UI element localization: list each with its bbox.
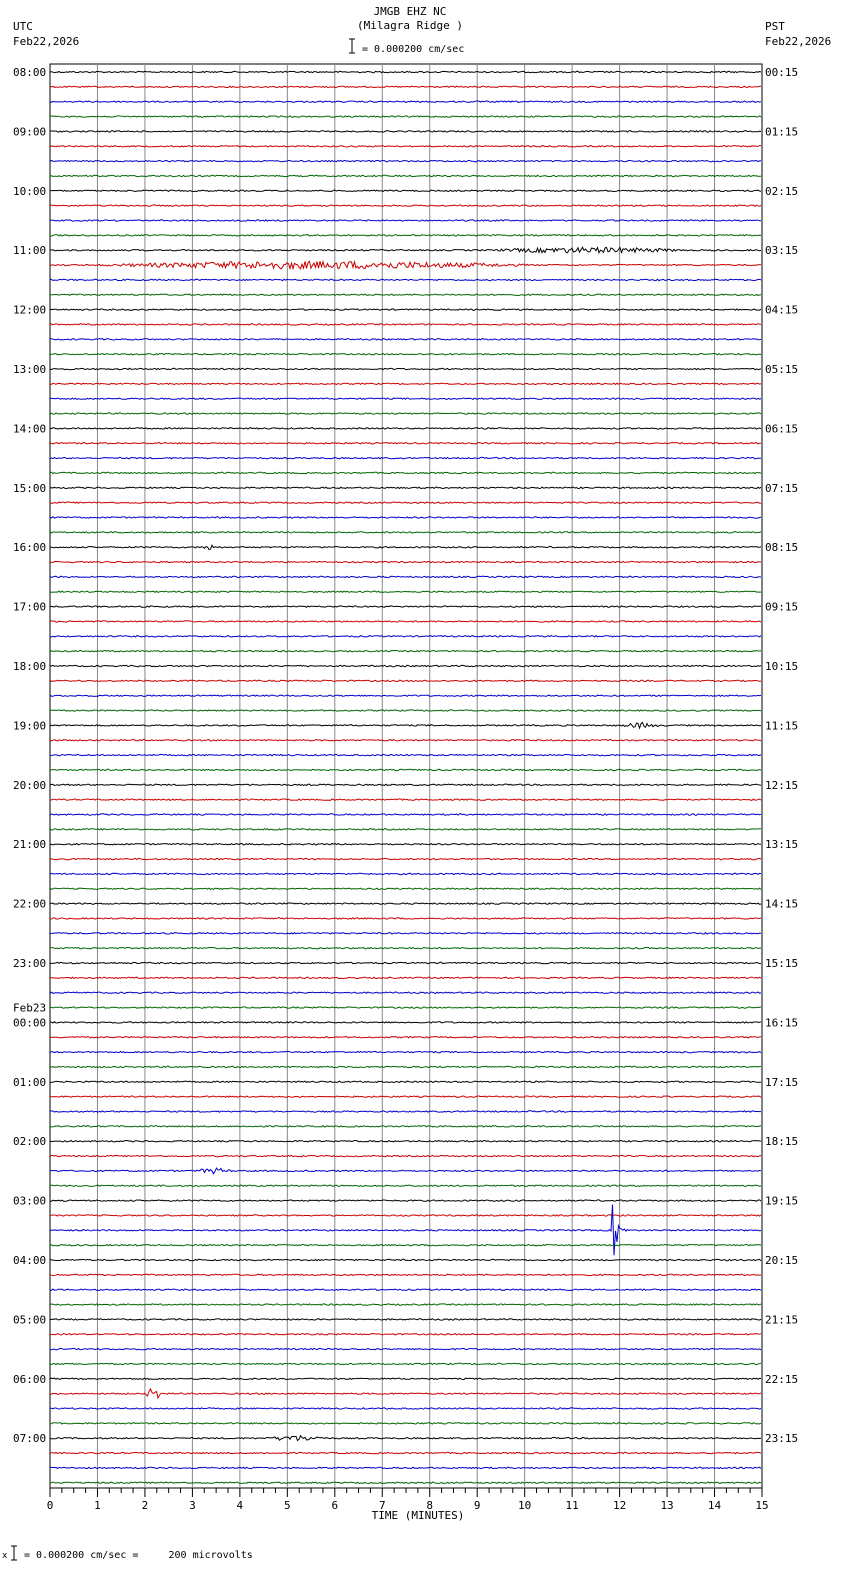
seismic-trace [50,962,761,963]
left-timezone: UTC [13,20,33,33]
seismic-trace [50,294,761,295]
seismic-trace [50,247,761,253]
pst-hour-label: 13:15 [765,838,799,852]
seismic-trace [50,383,761,384]
seismic-trace [50,1274,761,1275]
seismic-trace [50,1037,761,1038]
utc-hour-label: 06:00 [13,1372,47,1386]
seismic-traces [50,71,761,1483]
utc-date-change-label: Feb23 [13,1001,47,1015]
seismic-trace [50,1168,761,1174]
seismic-trace [50,502,761,503]
seismic-trace [50,1363,761,1364]
seismic-trace [50,324,761,325]
seismic-trace [50,146,761,147]
seismic-trace [50,695,761,696]
seismic-trace [50,948,761,949]
seismic-trace [50,1334,761,1335]
seismic-trace [50,1408,761,1409]
utc-hour-label: 19:00 [13,719,47,733]
x-tick-label: 0 [46,1499,54,1512]
seismic-trace [50,205,761,206]
pst-hour-label: 17:15 [765,1075,799,1089]
seismic-trace [50,844,761,845]
seismic-trace [50,1348,761,1349]
utc-hour-label: 01:00 [13,1075,47,1089]
seismic-trace [50,1215,761,1216]
x-tick-label: 15 [755,1499,769,1512]
seismic-trace [50,888,761,889]
seismic-trace [50,1051,761,1052]
seismic-trace [50,443,761,444]
seismic-trace [50,261,761,269]
pst-hour-label: 09:15 [765,600,799,614]
utc-hour-label: 07:00 [13,1432,47,1446]
seismic-trace [50,472,761,473]
x-tick-label: 12 [612,1499,627,1512]
pst-hour-label: 23:15 [765,1432,799,1446]
utc-hour-label: 03:00 [13,1194,47,1208]
seismic-trace [50,457,761,458]
seismic-trace [50,368,761,369]
pst-hour-label: 10:15 [765,660,799,673]
utc-hour-label: 08:00 [13,66,47,79]
seismic-trace [50,784,761,785]
seismic-trace [50,1126,761,1127]
seismic-trace [50,428,761,429]
utc-hour-label: 16:00 [13,541,47,555]
x-tick-label: 13 [660,1499,674,1512]
footer-prefix: x [2,1551,8,1561]
scale-text: = 0.000200 cm/sec [362,44,465,55]
x-tick-label: 11 [565,1499,579,1512]
seismic-trace [50,175,761,176]
x-axis-label: TIME (MINUTES) [371,1509,465,1522]
x-tick-label: 2 [141,1499,149,1512]
seismic-trace [50,591,761,592]
seismic-trace [50,1289,761,1290]
seismic-trace [50,487,761,488]
seismic-trace [50,1205,761,1256]
seismic-trace [50,814,761,815]
pst-hour-label: 22:15 [765,1372,799,1386]
seismic-trace [50,651,761,652]
seismic-trace [50,740,761,741]
seismic-trace [50,1007,761,1008]
x-tick-label: 7 [378,1499,386,1512]
pst-hour-label: 19:15 [765,1194,799,1208]
utc-hour-label: 10:00 [13,184,47,198]
seismic-trace [50,1304,761,1305]
utc-hour-label: 21:00 [13,838,47,852]
seismic-trace [50,1081,761,1082]
seismic-trace [50,710,761,711]
seismic-trace [50,1482,761,1483]
x-tick-label: 8 [426,1499,434,1512]
utc-hour-label: 17:00 [13,600,47,614]
seismic-trace [50,1185,761,1186]
utc-hour-label: 02:00 [13,1135,47,1149]
seismic-trace [50,799,761,800]
pst-hour-label: 16:15 [765,1016,799,1030]
pst-hour-label: 03:15 [765,244,799,258]
seismic-trace [50,769,761,770]
seismic-trace [50,71,761,72]
pst-hour-label: 20:15 [765,1254,799,1267]
seismic-trace [50,160,761,161]
footer-scale-text: = 0.000200 cm/sec = 200 microvolts [24,1550,253,1561]
seismic-trace [50,1423,761,1424]
utc-hour-label: 15:00 [13,481,47,495]
seismic-trace [50,279,761,280]
seismic-trace [50,1245,761,1246]
seismic-trace [50,190,761,191]
pst-hour-label: 02:15 [765,184,799,198]
seismic-trace [50,829,761,830]
x-tick-label: 10 [518,1499,532,1512]
seismic-trace [50,1452,761,1453]
utc-hour-label: 11:00 [13,244,47,258]
seismic-trace [50,220,761,221]
pst-hour-label: 18:15 [765,1135,799,1149]
utc-hour-label: 18:00 [13,660,47,673]
seismic-trace [50,1200,761,1201]
seismic-trace [50,235,761,236]
seismic-trace [50,1141,761,1142]
left-date: Feb22,2026 [13,35,80,48]
seismic-trace [50,413,761,414]
seismic-trace [50,86,761,87]
pst-hour-label: 11:15 [765,719,799,733]
seismic-trace [50,933,761,934]
seismic-trace [50,680,761,681]
seismic-trace [50,101,761,102]
utc-hour-label: 23:00 [13,957,47,970]
utc-hour-label: 20:00 [13,778,47,792]
seismic-trace [50,354,761,355]
seismic-trace [50,561,761,562]
seismic-trace [50,918,761,919]
pst-hour-label: 00:15 [765,66,799,79]
seismic-trace [50,977,761,978]
seismic-trace [50,1066,761,1067]
seismic-trace [50,1111,761,1112]
utc-hour-label: 05:00 [13,1313,47,1327]
x-tick-label: 6 [331,1499,339,1512]
seismic-trace [50,1096,761,1097]
x-tick-label: 4 [236,1499,244,1512]
seismic-trace [50,723,761,729]
seismic-trace [50,339,761,340]
pst-hour-label: 12:15 [765,778,799,792]
seismic-trace [50,665,761,666]
seismic-trace [50,131,761,132]
station-title: JMGB EHZ NC [373,5,447,18]
seismic-trace [50,1467,761,1468]
utc-hour-label: 22:00 [13,897,47,911]
pst-hour-label: 06:15 [765,422,799,436]
pst-hour-label: 14:15 [765,897,799,911]
utc-hour-label: 09:00 [13,125,47,139]
x-tick-label: 3 [189,1499,196,1512]
footer-scale-bar-icon [9,1545,19,1561]
right-date: Feb22,2026 [765,35,832,48]
x-tick-label: 5 [284,1499,291,1512]
seismic-trace [50,517,761,518]
utc-hour-label: 00:00 [13,1016,47,1030]
seismic-trace [50,606,761,607]
utc-hour-label: 12:00 [13,303,47,317]
seismic-trace [50,636,761,637]
x-tick-label: 14 [707,1499,722,1512]
seismic-trace [50,576,761,577]
pst-hour-label: 21:15 [765,1313,799,1327]
x-tick-label: 9 [473,1499,481,1512]
pst-hour-label: 08:15 [765,541,799,555]
pst-hour-label: 07:15 [765,481,799,495]
seismic-trace [50,532,761,533]
right-timezone: PST [765,20,785,33]
seismic-trace [50,309,761,310]
seismic-trace [50,754,761,755]
seismic-trace [50,1259,761,1260]
utc-hour-label: 14:00 [13,422,47,436]
seismic-trace [50,1436,761,1441]
seismic-trace [50,858,761,859]
seismic-trace [50,621,761,622]
seismic-trace [50,1389,761,1398]
seismic-trace [50,873,761,874]
station-location: (Milagra Ridge ) [357,19,463,32]
seismic-trace [50,1319,761,1320]
pst-hour-label: 15:15 [765,957,799,970]
seismic-trace [50,398,761,399]
seismic-trace [50,903,761,904]
pst-hour-label: 05:15 [765,363,799,376]
seismic-trace [50,1022,761,1023]
utc-hour-label: 04:00 [13,1254,47,1267]
time-axis [13,66,798,1512]
seismic-trace [50,545,761,549]
x-tick-label: 1 [94,1499,101,1512]
pst-hour-label: 01:15 [765,125,799,139]
seismic-trace [50,992,761,993]
utc-hour-label: 13:00 [13,363,47,376]
scale-bar-icon [347,38,357,54]
pst-hour-label: 04:15 [765,303,799,317]
seismic-trace [50,116,761,117]
seismic-trace [50,1378,761,1379]
seismic-trace [50,1155,761,1156]
